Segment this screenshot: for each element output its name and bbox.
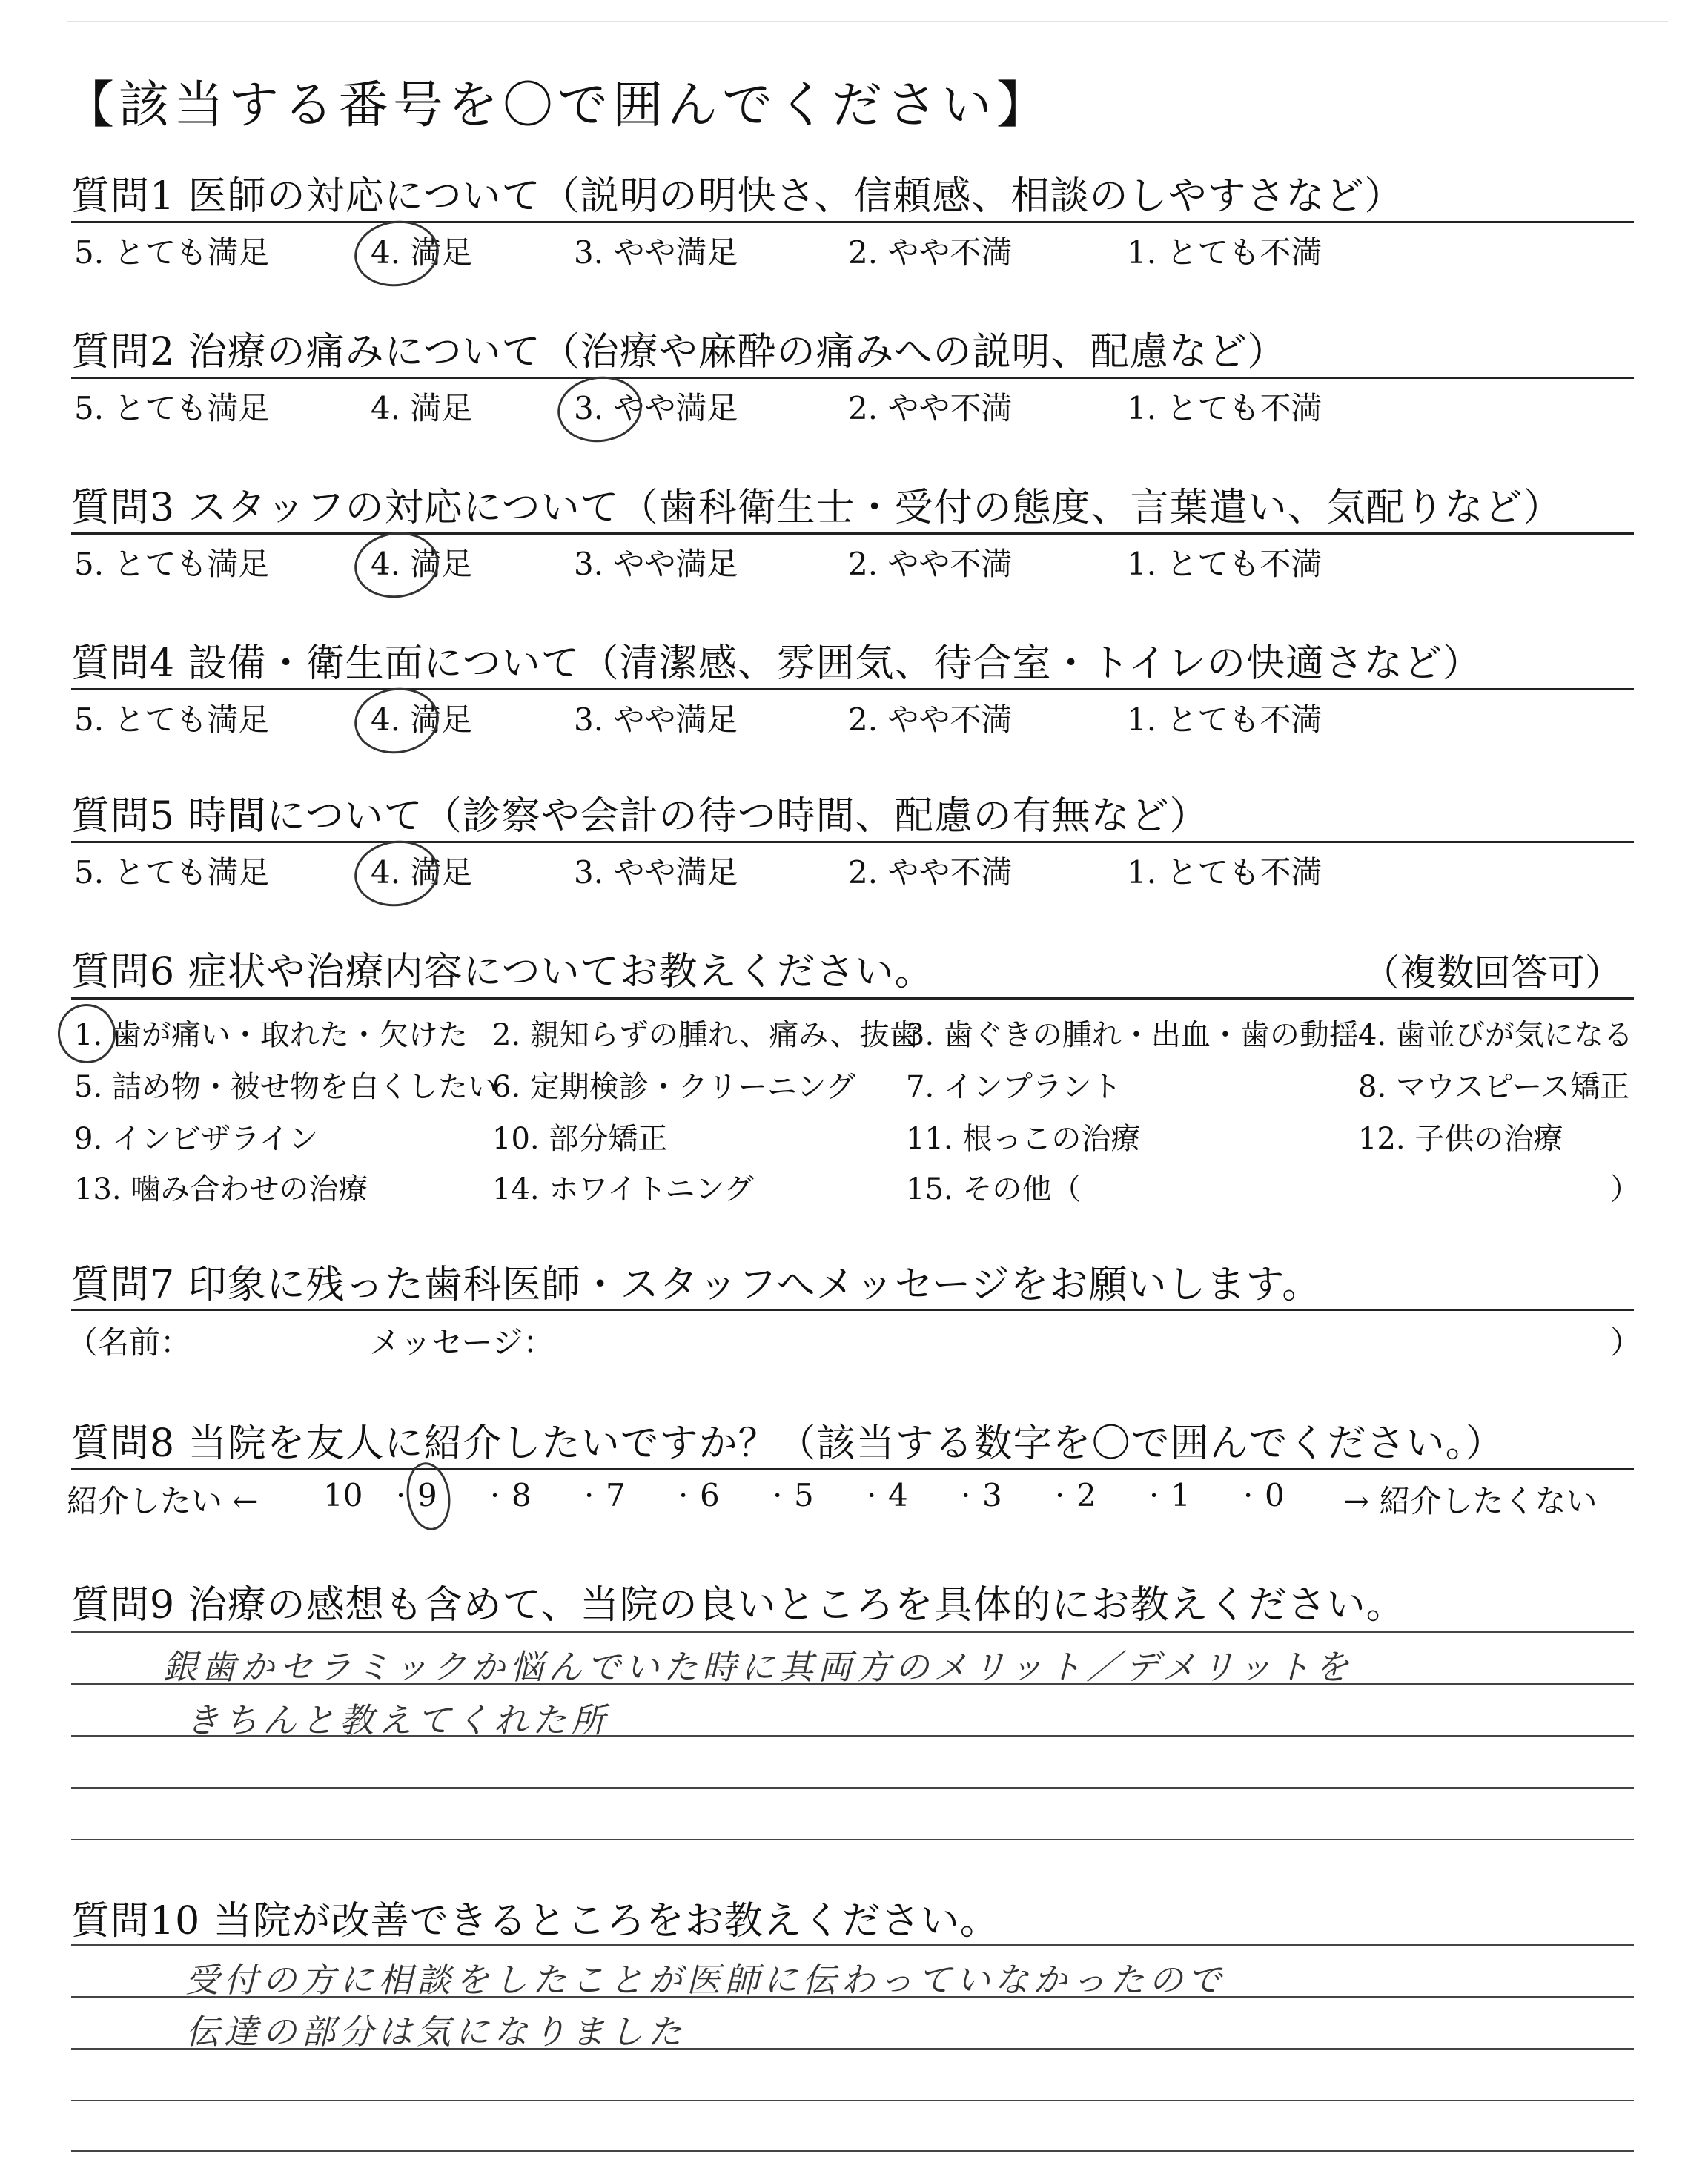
q4-block (71, 632, 1634, 687)
q10-rule (71, 2100, 1634, 2101)
q2-option-3[interactable]: 3. やや満足 (574, 390, 738, 426)
q5-selection-circle (350, 835, 443, 911)
q3-option-1[interactable]: 1. とても不満 (1127, 546, 1323, 582)
q1-option-4[interactable]: 4. 満足 (371, 234, 473, 271)
q6-item-12[interactable]: 12. 子供の治療 (1358, 1122, 1563, 1156)
q5-option-5[interactable]: 5. とても満足 (74, 854, 270, 891)
q6-item-2[interactable]: 2. 親知らずの腫れ、痛み、抜歯 (492, 1018, 919, 1052)
q8-scale-separator: · (867, 1477, 877, 1513)
q10-answer-line: 伝達の部分は気になりました (185, 2012, 686, 2052)
q9-rule (71, 1631, 1634, 1633)
q10-block (71, 1889, 1634, 1945)
q2-block (71, 320, 1634, 376)
q3-title: 質問3 スタッフの対応について（歯科衛生士・受付の態度、言葉遣い、気配りなど） (71, 486, 1563, 530)
q6-item-1[interactable]: 1. 歯が痛い・取れた・欠けた (74, 1018, 468, 1052)
form-header: 【該当する番号を〇で囲んでください】 (64, 76, 1052, 135)
q9-rule (71, 1787, 1634, 1789)
q4-option-4[interactable]: 4. 満足 (371, 701, 473, 738)
q8-scale-separator: · (961, 1477, 971, 1513)
q8-block (71, 1412, 1634, 1467)
q3-option-4[interactable]: 4. 満足 (371, 546, 473, 582)
q8-scale-7[interactable]: 7 (606, 1477, 626, 1513)
q1-option-2[interactable]: 2. やや不満 (848, 234, 1013, 271)
q1-option-1[interactable]: 1. とても不満 (1127, 234, 1323, 271)
q9-answer-line: きちんと教えてくれた所 (185, 1700, 609, 1740)
q8-scale-separator: · (772, 1477, 783, 1513)
q8-right-label: → 紹介したくない (1343, 1483, 1598, 1519)
q9-block (71, 1573, 1634, 1629)
q6-item-9[interactable]: 9. インビザライン (74, 1122, 319, 1156)
q8-scale-2[interactable]: 2 (1076, 1477, 1096, 1513)
q8-scale-separator: · (584, 1477, 595, 1513)
q6-item-13[interactable]: 13. 噛み合わせの治療 (74, 1172, 368, 1206)
q8-title: 質問8 当院を友人に紹介したいですか？（該当する数字を〇で囲んでください。） (71, 1421, 1505, 1466)
q1-selection-circle (350, 215, 443, 291)
q6-item-14[interactable]: 14. ホワイトニング (492, 1172, 754, 1206)
q8-scale-0[interactable]: 0 (1265, 1477, 1285, 1513)
top-border (67, 21, 1668, 22)
q2-title: 質問2 治療の痛みについて（治療や麻酔の痛みへの説明、配慮など） (71, 330, 1287, 374)
q6-item-6[interactable]: 6. 定期検診・クリーニング (492, 1070, 856, 1104)
q8-scale-6[interactable]: 6 (700, 1477, 720, 1513)
q6-item-3[interactable]: 3. 歯ぐきの腫れ・出血・歯の動揺 (906, 1018, 1359, 1052)
q8-scale-10[interactable]: 10 (323, 1477, 363, 1513)
q3-block (71, 476, 1634, 532)
q7-message-label: メッセージ： (369, 1324, 555, 1361)
q8-scale-8[interactable]: 8 (512, 1477, 532, 1513)
q6-item-11[interactable]: 11. 根っこの治療 (906, 1122, 1141, 1156)
q10-rule (71, 2150, 1634, 2152)
q2-option-1[interactable]: 1. とても不満 (1127, 390, 1323, 426)
q8-scale-separator: · (1149, 1477, 1159, 1513)
q5-line (71, 841, 1634, 843)
q5-title: 質問5 時間について（診察や会計の待つ時間、配慮の有無など） (71, 794, 1209, 839)
q8-line (71, 1468, 1634, 1470)
q6-item-4[interactable]: 4. 歯並びが気になる (1358, 1018, 1633, 1052)
q4-option-3[interactable]: 3. やや満足 (574, 701, 738, 738)
q9-answer-line: 銀歯かセラミックか悩んでいた時に其両方のメリット／デメリットを (163, 1647, 1354, 1687)
q8-scale-separator: · (1055, 1477, 1065, 1513)
q2-option-2[interactable]: 2. やや不満 (848, 390, 1013, 426)
q4-option-2[interactable]: 2. やや不満 (848, 701, 1013, 738)
q7-name-label: （名前： (67, 1324, 192, 1361)
q10-title: 質問10 当院が改善できるところをお教えください。 (71, 1899, 999, 1943)
q6-close-paren: ） (1610, 1172, 1640, 1206)
q6-item-8[interactable]: 8. マウスピース矯正 (1358, 1070, 1630, 1104)
q8-scale-separator: · (678, 1477, 689, 1513)
q2-option-5[interactable]: 5. とても満足 (74, 390, 270, 426)
q7-title: 質問7 印象に残った歯科医師・スタッフへメッセージをお願いします。 (71, 1263, 1322, 1307)
q8-scale-3[interactable]: 3 (982, 1477, 1002, 1513)
q4-option-5[interactable]: 5. とても満足 (74, 701, 270, 738)
q8-scale-1[interactable]: 1 (1171, 1477, 1191, 1513)
q8-scale-5[interactable]: 5 (794, 1477, 814, 1513)
q8-scale-separator: · (1243, 1477, 1254, 1513)
q2-selection-circle (553, 371, 646, 447)
q1-title: 質問1 医師の対応について（説明の明快さ、信頼感、相談のしやすさなど） (71, 174, 1404, 219)
q7-line (71, 1309, 1634, 1311)
q6-note: （複数回答可） (1363, 951, 1622, 994)
q8-scale-4[interactable]: 4 (888, 1477, 908, 1513)
q4-option-1[interactable]: 1. とても不満 (1127, 701, 1323, 738)
q8-selection-circle (403, 1459, 454, 1533)
q9-rule (71, 1839, 1634, 1840)
q3-selection-circle (350, 526, 443, 603)
q6-selection-circle (54, 1000, 119, 1067)
q10-rule (71, 1944, 1634, 1946)
q5-option-3[interactable]: 3. やや満足 (574, 854, 738, 891)
q3-line (71, 532, 1634, 535)
q8-scale-separator: · (490, 1477, 500, 1513)
q3-option-5[interactable]: 5. とても満足 (74, 546, 270, 582)
q1-option-5[interactable]: 5. とても満足 (74, 234, 270, 271)
q9-title: 質問9 治療の感想も含めて、当院の良いところを具体的にお教えください。 (71, 1583, 1406, 1628)
q8-scale-9[interactable]: 9 (417, 1477, 437, 1513)
q7-close-paren: ） (1610, 1324, 1642, 1361)
q3-option-2[interactable]: 2. やや不満 (848, 546, 1013, 582)
q4-title: 質問4 設備・衛生面について（清潔感、雰囲気、待合室・トイレの快適さなど） (71, 641, 1482, 686)
q8-left-label: 紹介したい ← (67, 1483, 259, 1519)
q6-item-10[interactable]: 10. 部分矯正 (492, 1122, 668, 1156)
q6-item-5[interactable]: 5. 詰め物・被せ物を白くしたい (74, 1070, 497, 1104)
q1-line (71, 221, 1634, 223)
q1-option-3[interactable]: 3. やや満足 (574, 234, 738, 271)
q5-option-2[interactable]: 2. やや不満 (848, 854, 1013, 891)
q6-line (71, 997, 1634, 1000)
q5-block (71, 785, 1634, 840)
q2-option-4[interactable]: 4. 満足 (371, 390, 473, 426)
q3-option-3[interactable]: 3. やや満足 (574, 546, 738, 582)
q5-option-4[interactable]: 4. 満足 (371, 854, 473, 891)
q1-block (71, 165, 1634, 220)
q4-line (71, 688, 1634, 690)
q7-block (71, 1253, 1634, 1309)
q6-item-7[interactable]: 7. インプラント (906, 1070, 1122, 1104)
q8-scale-separator: · (396, 1477, 406, 1513)
q6-title: 質問6 症状や治療内容についてお教えください。 (71, 950, 934, 994)
q10-answer-line: 受付の方に相談をしたことが医師に伝わっていなかったので (185, 1960, 1226, 2000)
q5-option-1[interactable]: 1. とても不満 (1127, 854, 1323, 891)
q4-selection-circle (350, 682, 443, 759)
q6-item-15[interactable]: 15. その他（ (906, 1172, 1082, 1206)
q2-line (71, 377, 1634, 379)
